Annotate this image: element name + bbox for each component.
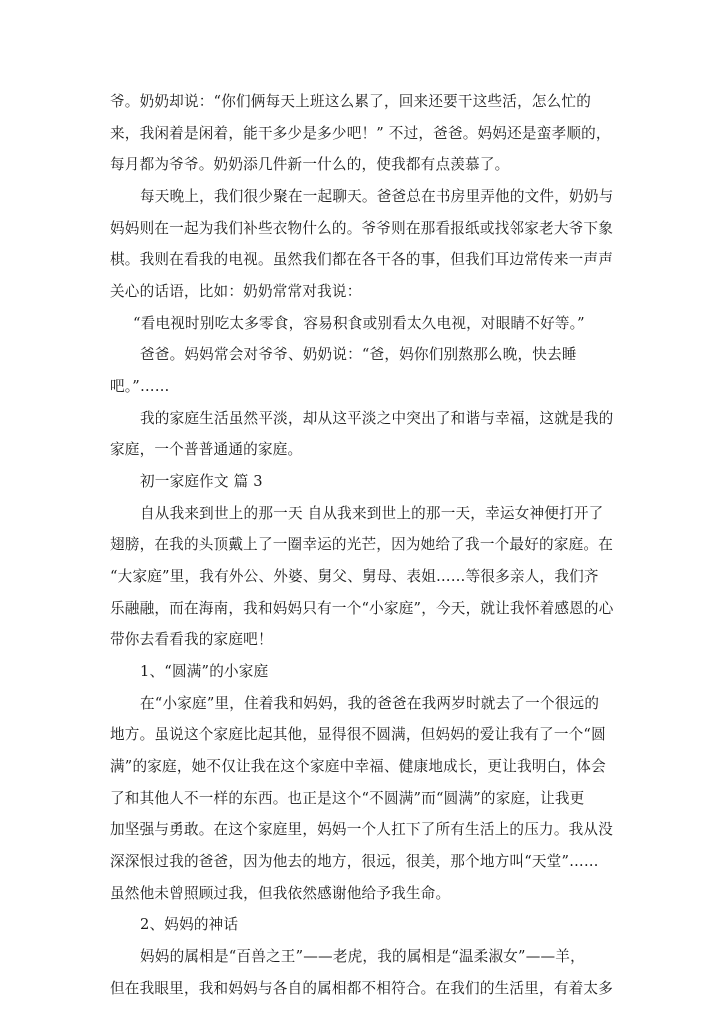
- text-line: 爷。奶奶却说：“你们俩每天上班这么累了，回来还要干这些活，怎么忙的: [110, 93, 592, 110]
- text-line: 在“小家庭”里，住着我和妈妈，我的爸爸在我两岁时就去了一个很远的: [140, 695, 600, 712]
- text-line: 深深恨过我的爸爸，因为他去的地方，很远，很美，那个地方叫“天堂”……: [110, 853, 599, 870]
- text-line: 但在我眼里，我和妈妈与各自的属相都不相符合。在我们的生活里，有着太多: [110, 980, 613, 997]
- text-line: 每月都为爷爷。奶奶添几件新一什么的，使我都有点羡慕了。: [110, 156, 510, 173]
- text-line: 每天晚上，我们很少聚在一起聊天。爸爸总在书房里弄他的文件，奶奶与: [140, 188, 614, 205]
- text-line: 加坚强与勇敢。在这个家庭里，妈妈一个人扛下了所有生活上的压力。我从没: [110, 821, 613, 838]
- text-line: 爸爸。妈妈常会对爷爷、奶奶说：“爸，妈你们别熬那么晚，快去睡: [140, 346, 577, 363]
- text-line: 地方。虽说这个家庭比起其他，显得很不圆满，但妈妈的爱让我有了一个“圆: [110, 726, 606, 743]
- text-line: 关心的话语，比如：奶奶常常对我说：: [110, 283, 362, 300]
- text-line: 虽然他未曾照顾过我，但我依然感谢他给予我生命。: [110, 885, 451, 902]
- section-heading: 初一家庭作文 篇 3: [140, 473, 263, 490]
- subsection-heading: 2、妈妈的神话: [140, 916, 239, 933]
- text-line: 来，我闲着是闲着，能干多少是多少吧！” 不过，爸爸。妈妈还是蛮孝顺的，: [110, 125, 611, 142]
- text-line: 乐融融，而在海南，我和妈妈只有一个“小家庭”，今天，就让我怀着感恩的心: [110, 600, 614, 617]
- text-line: 妈妈则在一起为我们补些衣物什么的。爷爷则在那看报纸或找邻家老大爷下象: [110, 220, 613, 237]
- text-line: 妈妈的属相是“百兽之王”——老虎，我的属相是“温柔淑女”——羊，: [140, 948, 585, 965]
- text-line: 自从我来到世上的那一天 自从我来到世上的那一天，幸运女神便打开了: [140, 505, 604, 522]
- text-line: 棋。我则在看我的电视。虽然我们都在各干各的事，但我们耳边常传来一声声: [110, 251, 613, 268]
- text-line: “大家庭”里，我有外公、外婆、舅父、舅母、表姐……等很多亲人，我们齐: [110, 568, 599, 585]
- text-line: 我的家庭生活虽然平淡，却从这平淡之中突出了和谐与幸福，这就是我的: [140, 410, 614, 427]
- text-line: “看电视时别吃太多零食，容易积食或别看太久电视，对眼睛不好等。”: [133, 315, 585, 332]
- text-line: 了和其他人不一样的东西。也正是这个“不圆满”而“圆满”的家庭，让我更: [110, 790, 585, 807]
- text-line: 吧。”……: [110, 378, 170, 395]
- text-line: 翅膀，在我的头顶戴上了一圈幸运的光芒，因为她给了我一个最好的家庭。在: [110, 536, 613, 553]
- text-line: 带你去看看我的家庭吧！: [110, 631, 273, 648]
- subsection-heading: 1、“圆满”的小家庭: [140, 663, 269, 680]
- text-line: 家庭，一个普普通通的家庭。: [110, 441, 303, 458]
- text-line: 满”的家庭，她不仅让我在这个家庭中幸福、健康地成长，更让我明白，体会: [110, 758, 606, 775]
